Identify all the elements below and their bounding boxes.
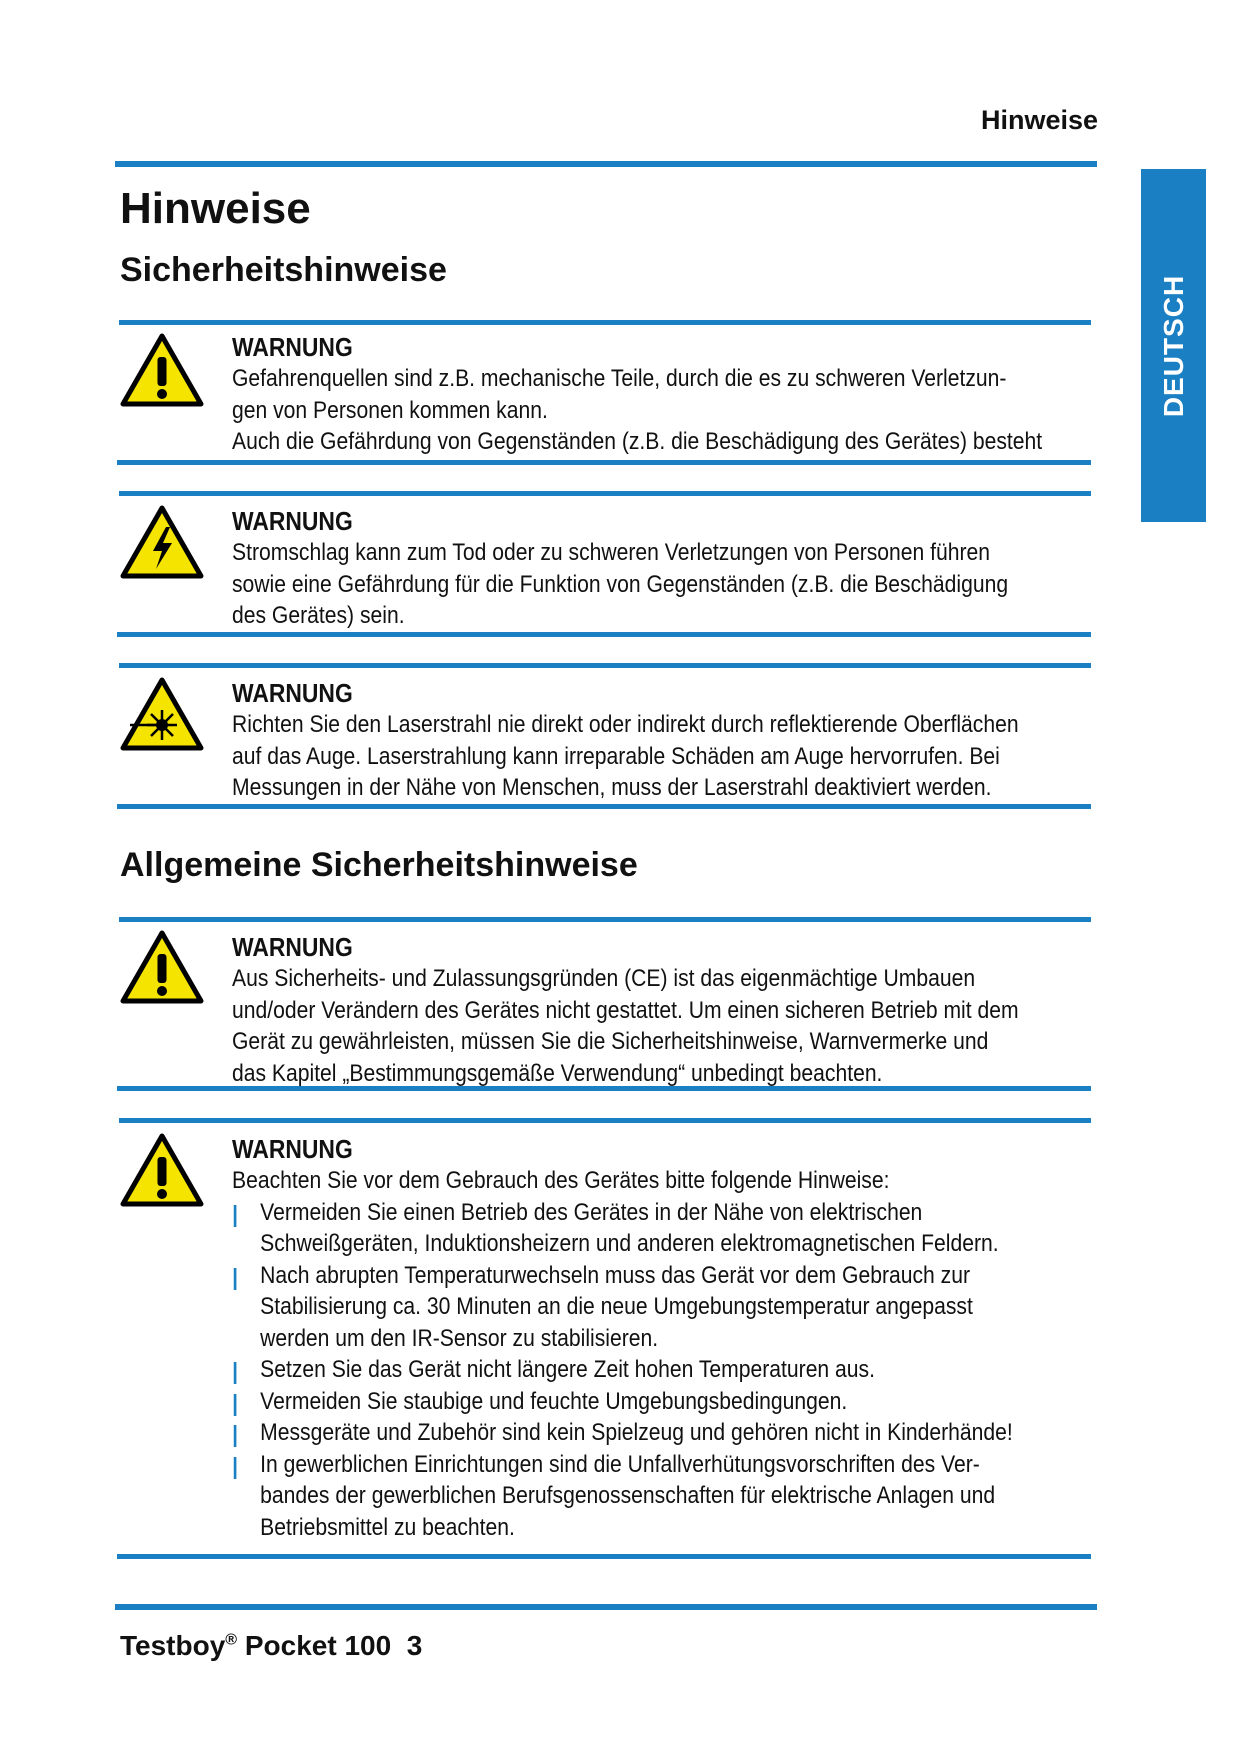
warning-4-title: WARNUNG xyxy=(232,932,353,962)
list-item xyxy=(232,1417,1013,1449)
warning-2-line: Stromschlag kann zum Tod oder zu schweren Verletzungen von Personen führen xyxy=(232,539,991,566)
registered-mark: ® xyxy=(225,1631,238,1649)
list-item-line: Betriebsmittel zu beachten. xyxy=(260,1513,515,1541)
footer-rule xyxy=(115,1604,1097,1610)
bullet-bar-icon xyxy=(234,1205,237,1227)
page-title: Hinweise xyxy=(120,184,311,233)
footer-brand: Testboy xyxy=(120,1630,226,1661)
list-item-line: Vermeiden Sie einen Betrieb des Gerätes in der Nähe von elektrischen xyxy=(260,1198,923,1226)
list-item-line: Messgeräte und Zubehör sind kein Spielzeug und gehören nicht in Kinderhände! xyxy=(260,1419,1013,1446)
warning-1-line: Auch die Gefährdung von Gegenständen (z.B. die Beschädigung des Gerätes) besteht xyxy=(232,428,1043,455)
warning-1-line: Gefahrenquellen sind z.B. mechanische Teile, durch die es zu schweren Verletzun- xyxy=(232,365,1007,392)
list-item-line: bandes der gewerblichen Berufsgenossenschaften für elektrische Anlagen und xyxy=(260,1482,996,1509)
warning-3-line: Richten Sie den Laserstrahl nie direkt oder indirekt durch reflektierende Oberflächen xyxy=(232,711,1019,738)
list-item xyxy=(232,1197,1013,1260)
warning-1-text xyxy=(232,331,1042,458)
bullet-bar-icon xyxy=(234,1394,237,1416)
warning-5-text xyxy=(232,1133,1013,1543)
warning-1-title: WARNUNG xyxy=(232,332,353,362)
warning-5-intro: Beachten Sie vor dem Gebrauch des Gerätes bitte folgende Hinweise: xyxy=(232,1167,890,1194)
warning-3-line: Messungen in der Nähe von Menschen, muss der Laserstrahl deaktiviert werden. xyxy=(232,774,992,801)
section-title-safety: Sicherheitshinweise xyxy=(120,251,447,289)
warning-3-top-rule xyxy=(119,663,1091,668)
list-item xyxy=(232,1260,1013,1355)
bullet-bar-icon xyxy=(234,1457,237,1479)
footer-product: Pocket 100 xyxy=(244,1630,392,1661)
warning-2-bottom-rule xyxy=(117,632,1091,637)
warning-2-line: sowie eine Gefährdung für die Funktion von Gegenständen (z.B. die Beschädigung xyxy=(232,570,1009,598)
warning-2-top-rule xyxy=(119,491,1091,496)
warning-4-text xyxy=(232,931,1019,1089)
laser-warning-icon xyxy=(120,677,204,751)
running-header: Hinweise xyxy=(980,105,1098,135)
list-item xyxy=(232,1386,1013,1418)
list-item xyxy=(232,1449,1013,1544)
footer xyxy=(120,1630,422,1662)
list-item-line: werden um den IR-Sensor zu stabilisieren. xyxy=(260,1324,659,1352)
list-item-line: In gewerblichen Einrichtungen sind die Unfallverhütungsvorschriften des Ver- xyxy=(260,1450,980,1478)
warning-1-top-rule xyxy=(119,320,1091,325)
general-warning-icon xyxy=(120,1133,204,1207)
warning-1-line: gen von Personen kommen kann. xyxy=(232,396,548,424)
electric-shock-warning-icon xyxy=(120,505,204,579)
list-item xyxy=(232,1354,1013,1386)
list-item-line: Setzen Sie das Gerät nicht längere Zeit hohen Temperaturen aus. xyxy=(260,1356,875,1383)
general-warning-icon xyxy=(120,930,204,1004)
warning-1-bottom-rule xyxy=(117,460,1091,465)
warning-4-bottom-rule xyxy=(117,1086,1091,1091)
section-title-general-safety: Allgemeine Sicherheitshinweise xyxy=(120,846,638,884)
warning-2-title: WARNUNG xyxy=(232,506,353,536)
warning-4-line: und/oder Verändern des Gerätes nicht gestattet. Um einen sicheren Betrieb mit dem xyxy=(232,996,1019,1024)
list-item-line: Stabilisierung ca. 30 Minuten an die neue Umgebungstemperatur angepasst xyxy=(260,1293,973,1320)
warning-5-bottom-rule xyxy=(117,1554,1091,1559)
warning-4-line: das Kapitel „Bestimmungsgemäße Verwendung“ unbedingt beachten. xyxy=(232,1059,883,1087)
bullet-bar-icon xyxy=(234,1425,237,1447)
warning-5-top-rule xyxy=(119,1118,1091,1123)
language-tab-label: DEUTSCH xyxy=(1157,274,1189,417)
general-warning-icon xyxy=(120,333,204,407)
list-item-line: Nach abrupten Temperaturwechseln muss das Gerät vor dem Gebrauch zur xyxy=(260,1261,970,1289)
bullet-bar-icon xyxy=(234,1362,237,1384)
warning-2-text xyxy=(232,505,1008,632)
warning-3-text xyxy=(232,677,1019,804)
language-tab xyxy=(1141,169,1206,522)
warning-4-line: Aus Sicherheits- und Zulassungsgründen (CE) ist das eigenmächtige Umbauen xyxy=(232,965,976,992)
header-rule xyxy=(115,161,1097,167)
list-item-line: Schweißgeräten, Induktionsheizern und anderen elektromagnetischen Feldern. xyxy=(260,1230,999,1257)
warning-3-bottom-rule xyxy=(117,804,1091,809)
bullet-bar-icon xyxy=(234,1268,237,1290)
list-item-line: Vermeiden Sie staubige und feuchte Umgebungsbedingungen. xyxy=(260,1387,848,1415)
warning-5-title: WARNUNG xyxy=(232,1134,353,1164)
warning-2-line: des Gerätes) sein. xyxy=(232,602,405,629)
warning-3-title: WARNUNG xyxy=(232,678,353,708)
warning-4-top-rule xyxy=(119,917,1091,922)
warning-3-line: auf das Auge. Laserstrahlung kann irreparable Schäden am Auge hervorrufen. Bei xyxy=(232,742,1000,770)
warning-4-line: Gerät zu gewährleisten, müssen Sie die Sicherheitshinweise, Warnvermerke und xyxy=(232,1028,989,1055)
page-number: 3 xyxy=(406,1630,423,1661)
